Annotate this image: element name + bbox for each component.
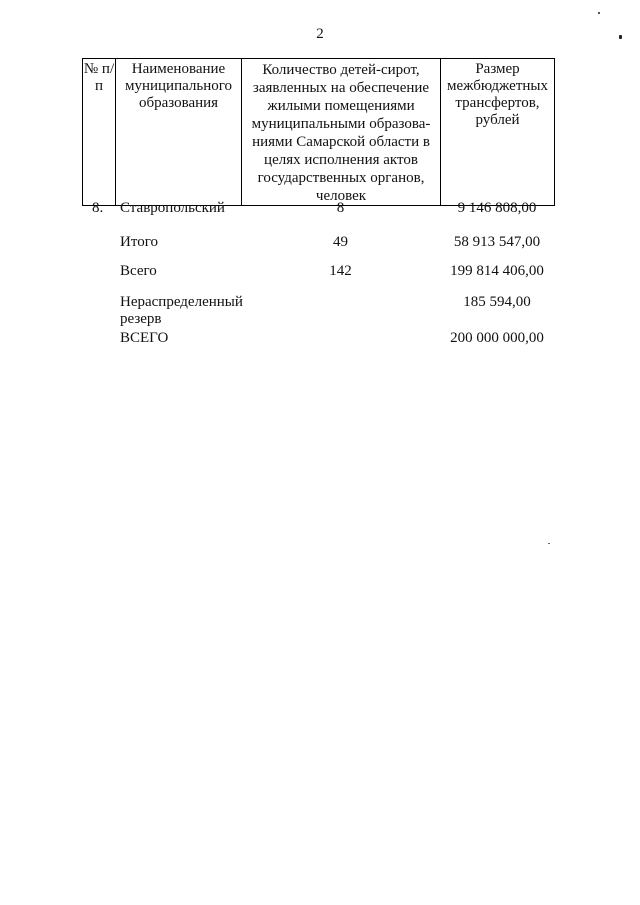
row-municipality: Всего xyxy=(120,263,157,279)
header-transfer-amount: Размер межбюджетных трансфертов, рублей xyxy=(441,59,555,206)
row-amount: 200 000 000,00 xyxy=(450,330,544,346)
row-count: 49 xyxy=(333,234,348,250)
header-municipality: Наименование муниципального образования xyxy=(116,59,242,206)
header-orphan-count: Количество детей-сирот, заявленных на обеспечение жилыми помещениями муниципальными образова-ниями Самарской области в целях исполнения актов государственных органов, человек xyxy=(242,59,441,206)
row-amount: 58 913 547,00 xyxy=(453,234,541,250)
scan-speck xyxy=(548,543,550,544)
row-amount: 199 814 406,00 xyxy=(450,263,544,279)
row-municipality: Ставропольский xyxy=(120,200,225,216)
table-row xyxy=(82,330,554,350)
transfers-table-header xyxy=(82,58,555,206)
row-municipality: Итого xyxy=(120,234,158,250)
scan-speck xyxy=(619,35,622,39)
header-number: № п/п xyxy=(83,59,116,206)
page-number: 2 xyxy=(316,26,324,42)
row-municipality: ВСЕГО xyxy=(120,330,169,346)
row-amount: 185 594,00 xyxy=(463,294,531,310)
row-number: 8. xyxy=(92,200,104,216)
table-row xyxy=(82,234,554,254)
row-municipality: Нераспределенный резерв xyxy=(120,294,243,327)
row-count: 142 xyxy=(329,263,352,279)
table-row xyxy=(82,294,554,327)
table-header-row xyxy=(83,59,555,206)
table-row xyxy=(82,263,554,283)
scan-speck xyxy=(598,12,600,14)
row-count: 8 xyxy=(336,200,345,216)
row-amount: 9 146 808,00 xyxy=(457,200,537,216)
table-row xyxy=(82,200,554,220)
